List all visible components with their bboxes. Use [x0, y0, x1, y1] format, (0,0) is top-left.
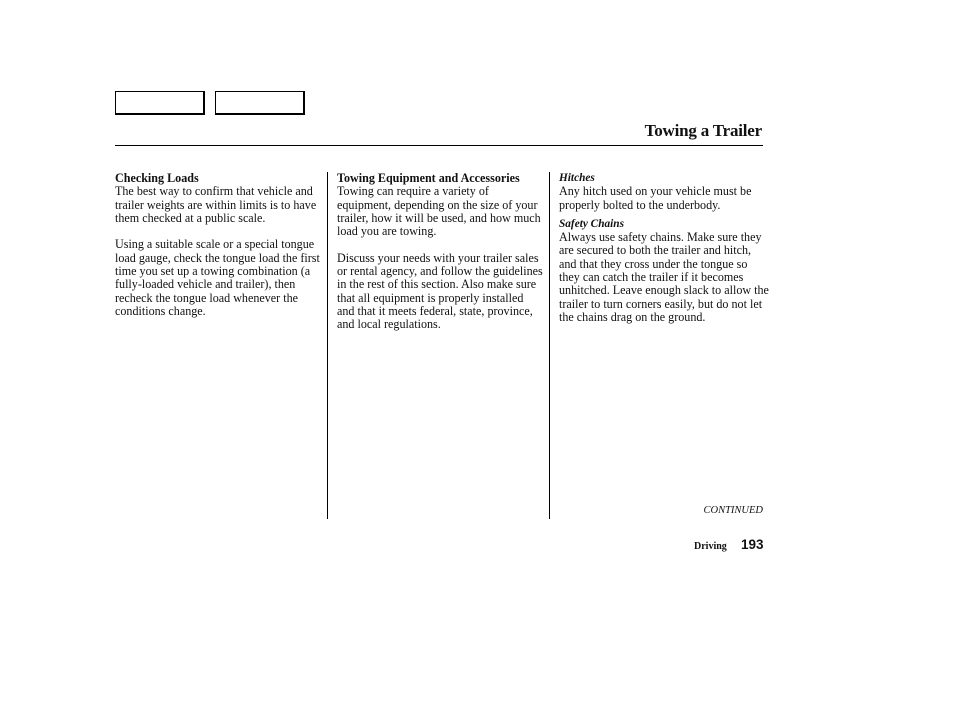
page-title: Towing a Trailer: [644, 121, 762, 140]
footer-section-label: Driving: [694, 541, 727, 552]
nav-back-button[interactable]: [115, 91, 205, 115]
nav-forward-button[interactable]: [215, 91, 305, 115]
column-hitches-chains: [559, 172, 769, 338]
subheading-safety-chains: Safety Chains: [559, 217, 624, 230]
paragraph: Any hitch used on your vehicle must be properly bolted to the underbody.: [559, 184, 752, 212]
column-towing-equipment: [337, 172, 543, 345]
column-checking-loads: [115, 172, 323, 332]
paragraph: Towing can require a variety of equipment, depending on the size of your trailer, how it will be used, and how much load you are towing.: [337, 184, 541, 239]
column-divider: [327, 172, 328, 519]
paragraph: Discuss your needs with your trailer sales or rental agency, and follow the guidelines in the rest of this section. Also make sure that all equipment is properly installed and that it meets federal, state, province, and local regulations.: [337, 250, 543, 332]
heading-towing-equipment: Towing Equipment and Accessories: [337, 171, 520, 185]
column-divider: [549, 172, 550, 519]
subheading-hitches: Hitches: [559, 172, 595, 184]
continued-label: CONTINUED: [703, 505, 763, 516]
paragraph: Using a suitable scale or a special tongue load gauge, check the tongue load the first time you set up a towing combination (a fully-loaded vehicle and trailer), then recheck the tongue load whenever the conditions change.: [115, 237, 320, 318]
paragraph: The best way to confirm that vehicle and trailer weights are within limits is to have them checked at a public scale.: [115, 184, 317, 225]
page-number: 193: [741, 537, 764, 552]
heading-checking-loads: Checking Loads: [115, 171, 199, 185]
title-divider: [115, 145, 763, 146]
paragraph: Always use safety chains. Make sure they are secured to both the trailer and hitch, and that they cross under the tongue so they can catch the trailer if it becomes unhitched. Leave enough slack to allow the trailer to turn corners easily, but do not let the chains drag on the ground.: [559, 230, 769, 324]
